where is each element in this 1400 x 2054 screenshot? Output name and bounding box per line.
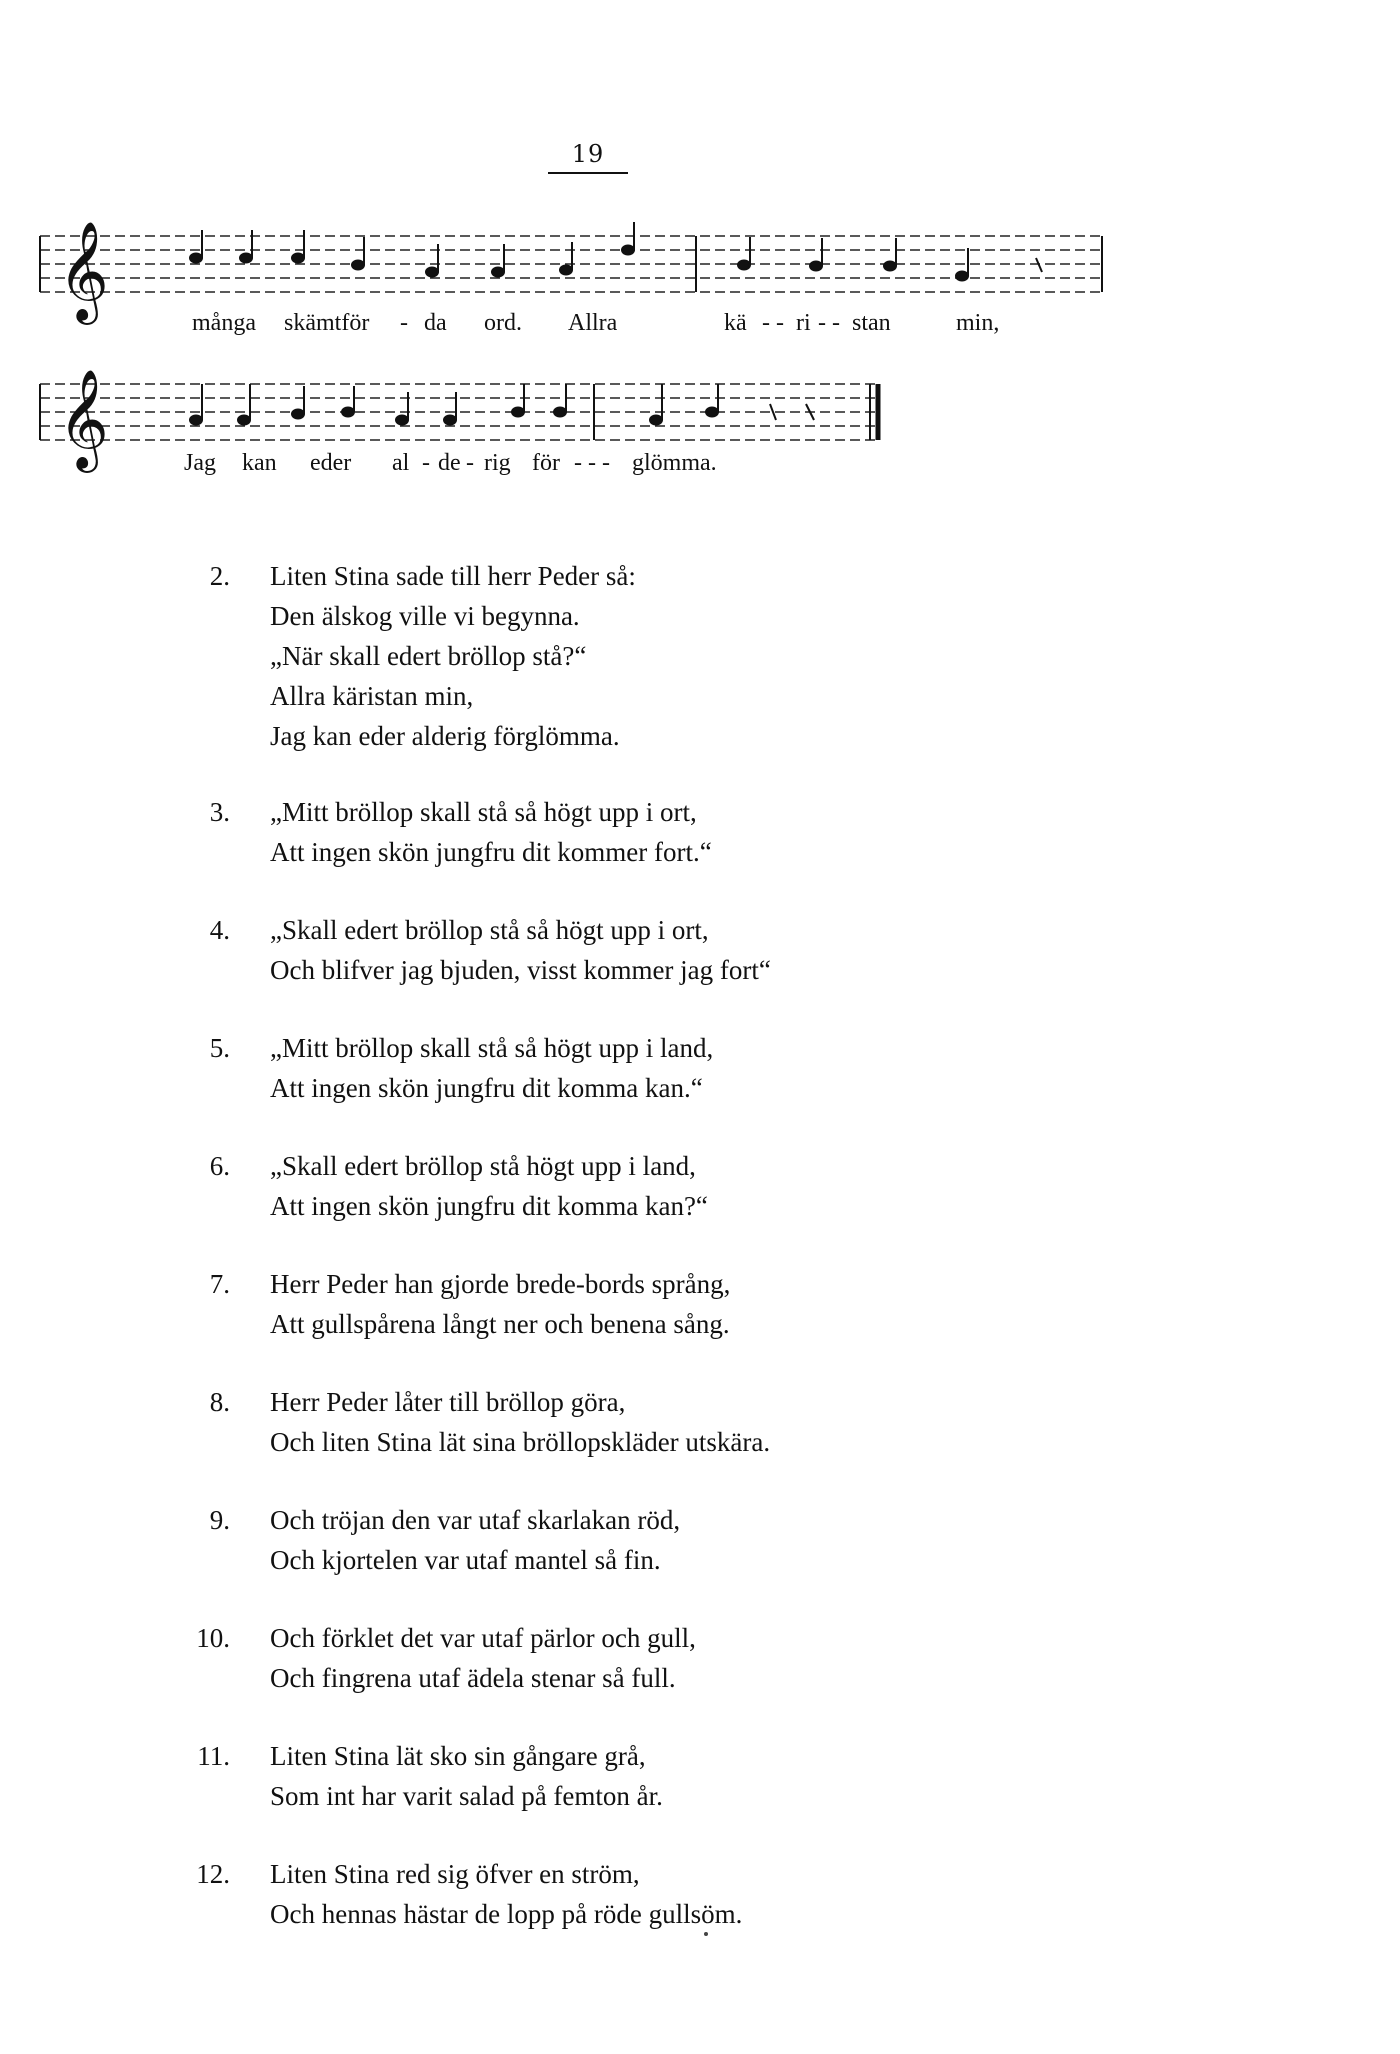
svg-text:𝄞: 𝄞 [58, 221, 109, 321]
lyric-system-2-word: - [422, 450, 430, 476]
verse-line: Att ingen skön jungfru dit komma kan?“ [270, 1191, 708, 1221]
verse-number: 12. [196, 1859, 230, 1889]
verse-line: Liten Stina lät sko sin gångare grå, [270, 1741, 646, 1771]
verse-line: „Skall edert bröllop stå så högt upp i ort, [270, 915, 709, 945]
verse-line: Liten Stina sade till herr Peder så: [270, 561, 636, 591]
lyric-system-1-word: - - [818, 310, 840, 336]
lyric-system-2-word: kan [242, 450, 277, 476]
lyric-system-1-word: - - [762, 310, 784, 336]
verse-line: „Skall edert bröllop stå högt upp i land, [270, 1151, 696, 1181]
verse-line: „När skall edert bröllop stå?“ [270, 641, 587, 671]
lyric-system-1-word: skämtför [284, 310, 370, 336]
verse-line: Och tröjan den var utaf skarlakan röd, [270, 1505, 681, 1535]
verse-line: Och hennas hästar de lopp på röde gullsöm. [270, 1899, 743, 1929]
lyric-system-1-word: stan [852, 310, 891, 336]
lyric-system-2-word: - - - [574, 450, 610, 476]
svg-text:𝄞: 𝄞 [58, 369, 109, 469]
verse-number: 7. [209, 1269, 230, 1299]
verse-number: 10. [196, 1623, 230, 1653]
lyric-system-2-word: Jag [184, 450, 216, 476]
lyric-system-1-word: - [400, 310, 408, 336]
lyric-system-1-word: ri [796, 310, 811, 336]
lyric-system-1-word: min, [956, 310, 1000, 336]
verse-line: Att gullspårena långt ner och benena sång. [270, 1309, 730, 1339]
verse-line: Att ingen skön jungfru dit kommer fort.“ [270, 837, 712, 867]
verse-number: 6. [209, 1151, 230, 1181]
verse-line: Den älskog ville vi begynna. [270, 601, 580, 631]
verse-number: 11. [197, 1741, 230, 1771]
verse-line: „Mitt bröllop skall stå så högt upp i land, [270, 1033, 714, 1063]
lyric-system-1-word: många [192, 310, 256, 336]
lyric-system-2-word: al [392, 450, 410, 476]
verse-line: Och kjortelen var utaf mantel så fin. [270, 1545, 661, 1575]
verse-line: Herr Peder han gjorde brede-bords språng, [270, 1269, 731, 1299]
verse-number: 4. [209, 915, 230, 945]
verse-line: Att ingen skön jungfru dit komma kan.“ [270, 1073, 703, 1103]
lyric-system-2-word: glömma. [632, 450, 717, 476]
print-speck [704, 1932, 708, 1936]
verse-line: Och förklet det var utaf pärlor och gull, [270, 1623, 696, 1653]
lyric-system-1-word: ord. [484, 310, 522, 336]
lyric-system-2-word: - [466, 450, 474, 476]
verse-number: 3. [209, 797, 230, 827]
page-number: 19 [571, 140, 605, 168]
verse-number: 9. [209, 1505, 230, 1535]
verse-number: 2. [209, 561, 230, 591]
verse-line: Liten Stina red sig öfver en ström, [270, 1859, 640, 1889]
verse-number: 5. [209, 1033, 230, 1063]
lyric-system-1-word: kä [724, 310, 747, 336]
lyric-system-2-word: eder [310, 450, 352, 476]
verse-line: „Mitt bröllop skall stå så högt upp i ort, [270, 797, 697, 827]
verse-line: Jag kan eder alderig förglömma. [270, 721, 620, 751]
verse-line: Och fingrena utaf ädela stenar så full. [270, 1663, 676, 1693]
verse-line: Allra käristan min, [270, 681, 474, 711]
verse-number: 8. [209, 1387, 230, 1417]
verse-line: Herr Peder låter till bröllop göra, [270, 1387, 626, 1417]
verse-line: Och liten Stina lät sina bröllopskläder utskära. [270, 1427, 771, 1457]
lyric-system-1-word: da [424, 310, 447, 336]
verse-line: Och blifver jag bjuden, visst kommer jag fort“ [270, 955, 771, 985]
lyric-system-2-word: rig [484, 450, 511, 476]
lyric-system-1-word: Allra [568, 310, 618, 336]
lyric-system-2-word: de [438, 450, 461, 476]
lyric-system-2-word: för [532, 450, 560, 476]
treble-clef-icon [58, 369, 109, 473]
verse-line: Som int har varit salad på femton år. [270, 1781, 663, 1811]
